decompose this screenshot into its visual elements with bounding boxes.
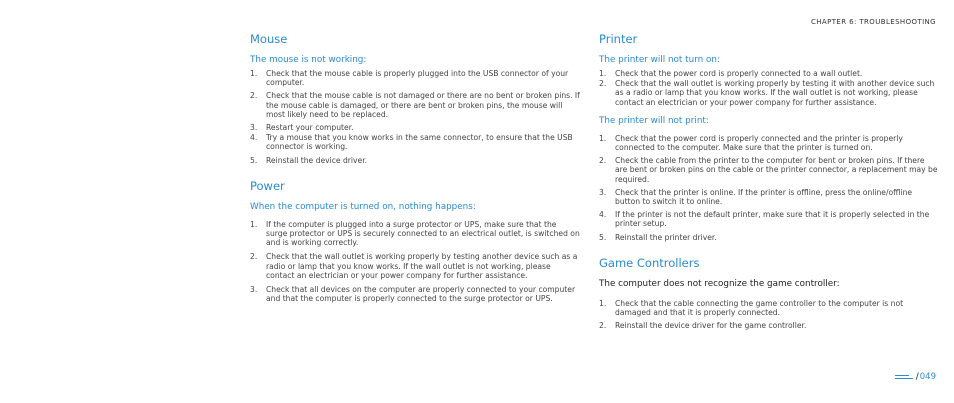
- section-title-power: Power: [250, 178, 285, 193]
- power-steps-list: [250, 220, 580, 304]
- chapter-header: CHAPTER 6: TROUBLESHOOTING: [810, 18, 936, 26]
- game-controller-steps-list: [599, 299, 939, 331]
- subtitle-mouse-not-working: The mouse is not working:: [250, 55, 367, 65]
- list-item: 3. Restart your computer.: [250, 123, 354, 133]
- list-item: 2. Check that the wall outlet is working properly by testing it with another device such as a radio or lamp that you know works. If the wall outlet is not working, please contact an electrician or your power company for further assistance.: [599, 79, 935, 107]
- list-item: 5. Reinstall the device driver.: [250, 155, 368, 165]
- list-item: 1. Check that the power cord is properly connected to a wall outlet.: [599, 69, 863, 78]
- subtitle-game-controller-not-recognized: The computer does not recognize the game controller:: [599, 278, 840, 289]
- list-item: 3. Check that the printer is online. If the printer is offline, press the online/offline button to switch it to online.: [599, 187, 913, 207]
- list-item: 1. Check that the mouse cable is properly plugged into the USB connector of your computer.: [250, 69, 569, 88]
- list-item: 4. Try a mouse that you know works in the same connector, to ensure that the USB connector is working.: [250, 133, 573, 152]
- list-item: 1. If the computer is plugged into a surge protector or UPS, make sure that the surge protector or UPS is securely connected to an electrical outlet, is switched on and is working correctly.: [250, 219, 580, 248]
- section-title-mouse: Mouse: [250, 32, 288, 46]
- printer-print-steps-list: [599, 134, 939, 242]
- list-item: 2. Check that the mouse cable is not damaged or there are no bent or broken pins. If the mouse cable is damaged, or there are bent or broken pins, the mouse will most likely need to be replaced.: [250, 91, 580, 119]
- page-footer: [895, 372, 936, 382]
- list-item: 2. Reinstall the device driver for the game controller.: [599, 321, 807, 331]
- list-item: 2. Check that the wall outlet is working properly by testing another device such as a radio or lamp that you know works. If the wall outlet is not working, please contact an electrician or your power company for further assistance.: [250, 252, 578, 280]
- list-item: 1. Check that the cable connecting the game controller to the computer is not damaged and that it is properly connected.: [599, 298, 904, 318]
- list-item: 5. Reinstall the printer driver.: [599, 232, 717, 242]
- list-item: 4. If the printer is not the default printer, make sure that it is properly selected in the printer setup.: [599, 210, 930, 229]
- list-item: 3. Check that all devices on the computer are properly connected to your computer and that the computer is properly connected to the surge protector or UPS.: [250, 285, 576, 304]
- alienware-logo-icon: [895, 373, 913, 382]
- mouse-steps-list: [250, 69, 580, 165]
- list-item: 2. Check the cable from the printer to the computer for bent or broken pins. If there are bent or broken pins on the cable or the printer connector, a replacement may be required.: [599, 156, 938, 184]
- right-column: [599, 32, 939, 330]
- page-separator: /: [915, 372, 919, 382]
- page-number: 049: [919, 372, 936, 382]
- section-title-game-controllers: Game Controllers: [599, 255, 700, 270]
- subtitle-power-nothing-happens: When the computer is turned on, nothing happens:: [250, 201, 476, 212]
- left-column: [250, 32, 580, 303]
- list-item: 1. Check that the power cord is properly connected and the printer is properly connected to the computer. Make sure that the printer is turned on.: [599, 133, 903, 153]
- printer-on-steps-list: [599, 69, 939, 107]
- subtitle-printer-not-on: The printer will not turn on:: [599, 55, 720, 65]
- section-title-printer: Printer: [599, 32, 638, 46]
- subtitle-printer-not-print: The printer will not print:: [599, 115, 709, 126]
